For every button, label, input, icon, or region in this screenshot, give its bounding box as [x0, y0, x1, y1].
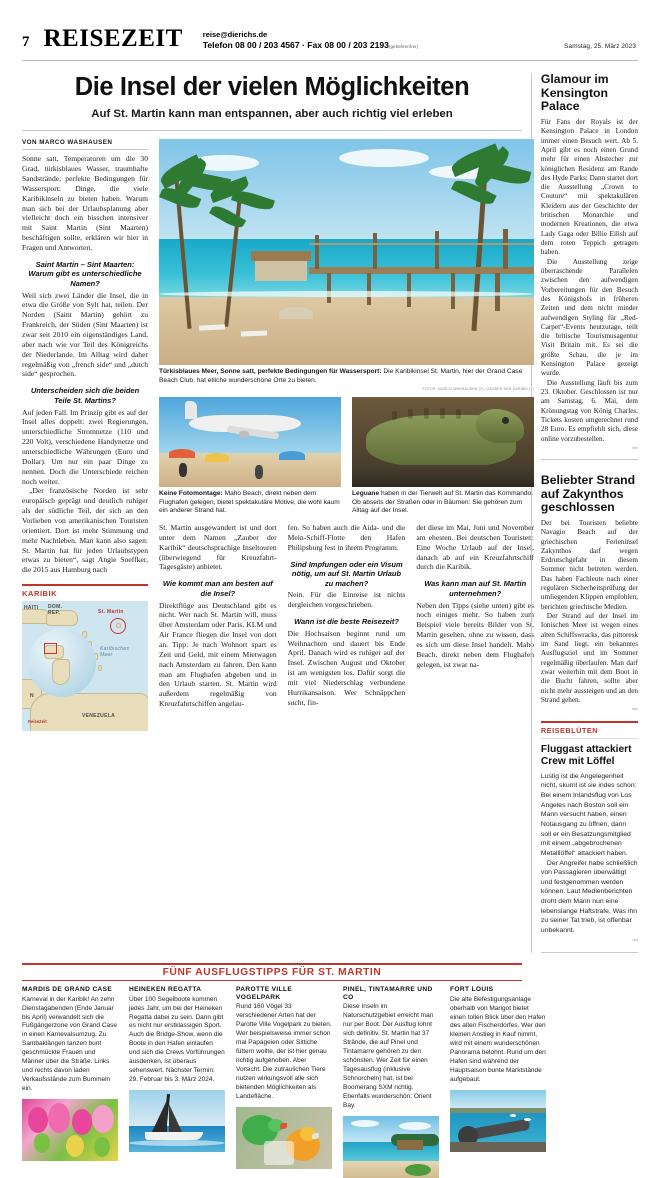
article-row-top: [22, 139, 535, 731]
article-lead-paragraph: Sonne satt, Temperaturen um die 30 Grad, türkisblaues Wasser, traumhafte Sandstrände, perfekte Bedingungen für Wassersport: Dinge, die viele Karibikinseln zu bieten haben. Warum man sich bei der Urlaubsplanung aber vielleicht doch ein bisschen intensiver mit Saint Martin (Sint Maarten) beschäftigen sollte, erklären wir hier in Fragen und Antworten.: [22, 154, 148, 252]
beach-bay-photo: [343, 1116, 439, 1178]
pier-post-2: [367, 273, 371, 305]
excursion-tips-band: [22, 963, 546, 1178]
iguana-spine-scale-5: [456, 409, 461, 419]
article-byline: VON MARCO WASHAUSEN: [22, 139, 148, 150]
rail-story3-paragraph-1: Lustig ist die Angelegenheit nicht, skurril ist sie indes schon: Bei einem Inlandsflug von Los Angeles nach Boston soll ein Mann versucht haben, einen Notausgang zu öffnen, dann soll er ein Besatzungsmitglied mit einem „abgebrochenen Metalllöffel“ attackiert haben.: [540, 772, 637, 857]
fort-far-shore: [450, 1108, 546, 1113]
pier-rail-post-3: [435, 231, 439, 269]
answer-paragraph-1: Weil sich zwei Länder die Insel, die in etwa die Größe von Sylt hat, teilen. Der Norden (Saint Martin) gehört zu Frankreich, der Süden (Sint Maarten) ist zwar seit 2010 ein eigenständiges Land, aber nach wie vor Teil des Königreichs der Niederlande. Im Alltag wird daher regelmäßig von „french side“ und „dutch side“ gesprochen.: [22, 290, 148, 379]
main-photo-caption-lead: Türkisblaues Meer, Sonne satt, perfekte Bedingungen für Wassersport:: [159, 368, 382, 376]
parrots-photo: [236, 1107, 332, 1169]
answer-paragraph-3: Direktflüge aus Deutschland gibt es nicht. Wer nach St. Martin will, muss über Amsterdam oder Paris. KLM und Air France fliegen die Insel von dort an. Tipp: Je nach Wohnort spart es Zeit und Geld, mit einem Mietwagen nach Amsterdam zu fahren. Den kann man am Flughafen abgeben und in den Urlaub starten. St. Martin wird außerdem regelmäßig von Kreuzfahrtschiffen angelau-: [159, 600, 277, 709]
pier-handrail: [309, 243, 534, 245]
iguana-spine-scale-2: [408, 409, 413, 419]
reisebluten-kicker-rule: [541, 721, 638, 723]
tip-card-4: [343, 986, 439, 1178]
page-folio-number: 7: [22, 34, 30, 50]
tip-5-title: FORT LOUIS: [450, 985, 494, 993]
article-row-bottom: [159, 523, 534, 709]
iguana-ground: [352, 465, 534, 487]
iguana-photo-caption-lead: Leguane: [352, 489, 380, 497]
plane-photo-person-2: [255, 465, 263, 479]
iguana-head: [476, 409, 524, 443]
tip-2-title: HEINEKEN REGATTA: [129, 985, 202, 993]
rail-story2-paragraph-1: Der bei Touristen beliebte Navagio Beach auf der griechischen Ferieninsel Zakynthos darf wegen Erdrutschgefahr in diesem Sommer nicht betreten werden. Das haben Fachleute nach einer regulären Sicherheitsprüfung der umliegenden Klippen empfohlen, berichten griechische Medien.: [540, 518, 638, 611]
answer-paragraph-5: Die Hochsaison beginnt rund um Weihnachten und dauert bis Ende April. Danach wird es ruhiger auf der Insel. Zwischen August und Oktober ist am wenigsten los. Dafür sorgt die mit viel Niederschlag verbundene Hurrikansaison. Wer Schnäppchen sucht, fin-: [287, 628, 406, 707]
pier-post-3: [407, 273, 411, 307]
karibik-kicker-label: KARIBIK: [22, 589, 58, 599]
caribbean-locator-map: [22, 601, 148, 731]
pier-rail-post-2: [373, 233, 377, 269]
question-heading-3: Wie kommt man am besten auf die Insel?: [162, 579, 273, 598]
map-label-north-arrow: N: [30, 693, 34, 700]
question-heading-6: Was kann man auf St. Martin unternehmen?: [424, 579, 527, 598]
carnival-costume-1: [34, 1133, 50, 1153]
right-rail: [541, 61, 638, 953]
sailing-illustration: [129, 1090, 225, 1152]
rail-story1-paragraph-1: Für Fans der Royals ist der Kensington Palace in London immer einen Besuch wert. Ab 5. April gibt es noch einen Grund mehr für einen Abstecher zur königlichen Residenz am Rande des Hyde Parks: Dann startet dort die Ausstellung „Crown to Couture“ mit spektakulären Kleidern aus der Geschichte der britischen Monarchie und modernen Kreationen, die etwa Lady Gaga oder Billie Eilish auf dem roten Teppich getragen haben.: [540, 117, 638, 257]
carnival-feather-1: [28, 1107, 48, 1133]
iguana-photo-block: [352, 397, 534, 516]
article-col2-continuation: St. Martin ausgewandert ist und dort unter dem Namen „Zauber der Karibik“ deutschsprachige Inseltouren (überwiegend für Kreuzfahrt-Tagesgäste) anbietet.: [159, 523, 277, 572]
rail-story1-headline: Glamour im Kensington Palace: [540, 72, 609, 114]
plane-photo-caption-lead: Keine Fotomontage:: [159, 489, 223, 497]
bay-beach-hut: [397, 1140, 423, 1150]
bay-illustration: [343, 1116, 439, 1178]
masthead-email[interactable]: reise@dierichs.de: [202, 29, 268, 39]
map-st-martin-marker-ring: [110, 618, 126, 634]
carnival-costume-2: [66, 1135, 84, 1157]
maho-beach-plane-photo: [159, 397, 341, 487]
map-globe-samerica: [52, 659, 70, 685]
rail-story2-credit: tmn: [631, 707, 638, 712]
question-heading-5: Wann ist die beste Reisezeit?: [294, 617, 399, 627]
beach-bar-roof: [251, 251, 311, 261]
photo-stack: [159, 139, 534, 731]
plane-photo-umbrella-3: [279, 451, 305, 460]
tips-grid: [22, 985, 546, 1178]
feeding-cup: [264, 1141, 294, 1165]
plane-scene-illustration: [159, 397, 341, 487]
masthead-phone-note: (gebührenfrei): [388, 43, 419, 49]
masthead-phone-line: [203, 40, 418, 51]
plane-photo-person-1: [179, 463, 187, 477]
map-land-south-america: [30, 693, 148, 731]
article-column-4: [416, 523, 534, 709]
pier-deck: [309, 267, 534, 274]
iguana-eye: [502, 417, 509, 424]
pier-rail-post-4: [503, 229, 508, 269]
sailing-yacht-photo: [129, 1090, 225, 1152]
article-column-2: [159, 523, 277, 709]
headline-rule: [22, 130, 522, 131]
plane-photo-caption: [159, 490, 341, 516]
tip-3-title: PAROTTE VILLE VOGELPARK: [236, 985, 293, 1001]
main-photo-caption: [159, 368, 534, 386]
masthead-phone-text: Telefon 08 00 / 203 4567 · Fax 08 00 / 203 2193: [202, 39, 389, 50]
tip-card-3: [236, 986, 332, 1178]
answer-paragraph-4: Nein. Für die Einreise ist nichts dergleichen vorgeschrieben.: [287, 590, 406, 610]
question-heading-1: Saint Martin – Sint Maarten: Warum gibt es unterschiedliche Namen?: [28, 259, 142, 288]
iguana-spine-scale-3: [424, 408, 429, 419]
rail-story1-credit: tmn: [631, 445, 638, 450]
beach-umbrella-1: [279, 307, 313, 319]
green-parrot-beak: [280, 1123, 287, 1129]
article-column-3: [288, 523, 406, 709]
article-subheadline: Auf St. Martin kann man entspannen, aber auch richtig viel erleben: [91, 107, 453, 120]
plane-photo-caption-text: Maho Beach, direkt neben dem Flughafen gelegen, bietet spektakuläre Motive, die wohl kaum ein anderer Strand hat.: [159, 489, 340, 515]
masthead-title: REISEZEIT: [43, 25, 183, 52]
map-label-haiti: HAITI: [24, 605, 39, 612]
map-globe-detail-box: [44, 643, 57, 654]
iguana-spine-scale-1: [392, 411, 397, 420]
question-heading-4: Sind Impfungen oder ein Visum nötig, um auf St. Martin Urlaub zu machen?: [290, 559, 403, 588]
beach-bar-building: [255, 259, 307, 281]
carnival-feather-2: [48, 1103, 70, 1133]
answer-paragraph-6: Neben den Tipps (siehe unten) gibt es noch einiges mehr. So haben zum Beispiel viele bereits Bilder von St. Martin gesehen, ohne zu wissen, dass es sich um diese Insel handelt. Maho Beach, direkt neben dem Flughafen gelegen, ist zwar na-: [416, 600, 535, 669]
yacht-mainsail: [151, 1100, 167, 1134]
rail-story1-paragraph-3: Die Ausstellung läuft bis zum 23. Oktober. Geschlossen ist nur am Samstag, 6. Mai, dem Krönungstag von König Charles. Tickets kosten umgerechnet rund 28 Euro. Es empfiehlt sich, diese online vorzubestellen.: [540, 378, 638, 443]
answer-paragraph-2b: „Der französische Norden ist sehr europäisch geprägt und deutlich ruhiger als der südliche Teil, der sich an den Vorlieben von amerikanischen Touristen orientiert. Dort ist mehr Stimmung und mehr Nachtleben. Man kann also sagen: St. Martin hat für jeden Urlaubstypen etwas zu bieten“, sagt Angie Soeffker, die 2015 aus Hamburg nach: [22, 486, 148, 575]
pier-post-1: [327, 273, 331, 303]
tip-card-2: [129, 986, 225, 1178]
yacht-hull: [145, 1132, 203, 1140]
tip-3-text: Rund 160 Vögel 33 verschiedener Arten hat der Parotte Ville Vogelpark zu bieten. Wer beispielsweise immer schon mal Papageien oder Sittiche füttern wollte, der ist hier genau richtig aufgehoben. Aber Vorsicht: Die zutraulichen Tiere nutzen wirkungsvoll alle sich bietenden Möglichkeiten als Landefläche.: [236, 1003, 332, 1101]
tip-1-text: Karneval in der Karibik! An zehn Dienstagabenden (Ende Januar bis April) verwandelt sich die Fußgängerzone von Grand Case in einen Karnevalsumzug. Zu Sambaklängen tanzen bunt geschmückte Frauen und Männer über die Straße. Links und rechts davon laden Verkaufsstände zum Bummeln ein.: [22, 995, 118, 1093]
rail-story2-paragraph-2: Der Strand auf der Insel im Ionischen Meer ist wegen eines alten Schiffswracks, das pittoresk im Sand liegt, ein bekanntes Ausflugsziel und im Sommer regelmäßig überlaufen. Man darf zwar weiterhin mit dem Boot in die Bucht fahren, sollte aber nicht mehr aussteigen und an den Strand gehen.: [540, 612, 638, 704]
article-col4-continuation: det diese im Mai, Juni und November am ehesten. Bei deutschen Touristen: Eine Woche Urlaub auf der Insel, danach ab auf ein Kreuzfahrtschiff durch die Karibik.: [416, 523, 535, 572]
plane-photo-umbrella-1: [169, 449, 195, 458]
tip-1-title: MARDIS DE GRAND CASE: [22, 985, 113, 993]
main-photo-credit: FOTOS: MARCO WASHAUSEN (7) / ZAUBER DER KARIBIK (1): [422, 386, 534, 391]
rail-story3-paragraph-2: Der Angreifer habe schließlich von Passagieren überwältigt und festgenommen werden können. Laut Medienberichten droht dem Mann nun eine lebenslange Haftstrafe. Was ihn zu seiner Tat trieb, ist offenbar unbekannt.: [540, 859, 638, 935]
iguana-photo-caption-text: haben in der Tierwelt auf St. Martin das Kommando. Ob abseits der Straßen oder in Bäumen: Sie gehören zum Alltag auf der Insel.: [352, 489, 534, 515]
rail-story1-paragraph-2: Die Ausstellung zeige überraschende Parallelen zwischen den aufwendigen Vorbereitungen für den Besuch des Königshofs in früheren Zeiten und dem nicht minder aufwendigen Styling für „Red-Carpet“-Events heutzutage, teilt die britische Tourismusagentur Visit Britain mit. Es sei die größte Schau, die je im Kensington Palace gezeigt wurde.: [540, 257, 638, 378]
carnival-dancers-photo: [22, 1099, 118, 1161]
masthead-contact-block: [203, 30, 418, 53]
article-column-1: [22, 139, 148, 731]
tips-band-rule-bottom: [22, 980, 522, 981]
plane-photo-block: [159, 397, 341, 516]
pier-rail-post-1: [315, 235, 319, 269]
iguana-scene-illustration: [352, 397, 534, 487]
rail-bottom-rule: [541, 952, 638, 953]
fort-cannon-harbour-photo: [450, 1090, 546, 1152]
iguana-photo: [352, 397, 534, 487]
carnival-illustration: [22, 1099, 118, 1161]
iguana-photo-caption: [352, 490, 534, 516]
fort-wall: [450, 1142, 546, 1152]
airplane-engine: [239, 431, 249, 438]
tip-card-1: [22, 986, 118, 1178]
page-body: [0, 61, 660, 953]
masthead: [0, 0, 660, 53]
article-headline: Die Insel der vielen Möglichkeiten: [74, 73, 470, 101]
map-logo-reisezeit: ReiseZeit: [28, 719, 47, 725]
tip-2-text: Über 100 Segelboote kommen jedes Jahr, um bei der Heineken Regatta dabei zu sein. Dann gibt es nicht nur erstklassigen Sport. Auch die Bridge-Show, wenn die Boote in den Hafen einlaufen und sich die Crews Vorführungen ausdenken, ist überaus sehenswert. Nächster Termin: 29. Februar bis 3. März 2024.: [129, 995, 225, 1084]
tips-band-title: FÜNF AUSFLUGSTIPPS FÜR ST. MARTIN: [162, 966, 382, 978]
reisebluten-kicker-underline: [541, 738, 638, 739]
rail-separator-1: [541, 459, 638, 460]
tip-card-5: [450, 986, 546, 1178]
carnival-feather-4: [92, 1105, 114, 1133]
fort-illustration: [450, 1090, 546, 1152]
map-land-antilles-4: [98, 665, 102, 671]
map-label-st-martin: St. Martin: [98, 609, 124, 616]
rail-story2-headline: Beliebter Strand auf Zakynthos geschlossen: [540, 472, 636, 515]
yacht-jib: [169, 1104, 183, 1134]
question-heading-2: Unterscheiden sich die beiden Teile St. Martins?: [30, 386, 140, 405]
iguana-spine-scale-4: [440, 408, 445, 419]
article-col3-continuation: fen. So haben auch die Aida- und die Mein-Schiff-Flotte den Hafen Philipsburg fest in ihrem Programm.: [287, 523, 406, 552]
carnival-costume-3: [94, 1137, 110, 1157]
tip-4-text: Diese Inseln im Naturschutzgebiet erreicht man nur per Boot. Der Ausflug lohnt sich definitiv. St. Martin hat 37 Strände, die auf Pinel und Tintamarre gehören zu den schönsten. Wer Zeit für einen Tagesausflug (inklusive Schnorcheln) hat, ist bei Boomerang SXM richtig. Ebenfalls wunderschön: Orient Bay.: [343, 1003, 434, 1110]
tip-5-text: Die alte Befestigungsanlage oberhalb von Marigot bietet einen tollen Blick über den Hafen des alten Fischerdorfes. Wer den kleinen Anstieg in Kauf nimmt, wird mit einem wunderschönen Panorama belohnt. Rund um den Hafen sind während der Hauptsaison bunte Marktstände aufgebaut.: [450, 995, 546, 1084]
carnival-feather-3: [72, 1109, 92, 1135]
map-label-domrep: DOM. REP.: [48, 604, 63, 616]
answer-paragraph-2: Auf jeden Fall. Im Prinzip gibt es auf der Insel alles doppelt: zwei Regierungen, unterschiedliche Stromnetze (110 und 220 Volt), verschiedene Handynetze und unterschiedliche Währungen (Euro und Dollar). Um nur ein paar Dinge zu nennen. Doch die Unterschiede reichen noch weiter.: [22, 407, 148, 486]
main-photo-caption-text: Die Karibikinsel St. Martin, hier der Grand Case Beach Club, hat etliche wunderschöne Orte zu bieten.: [159, 368, 523, 384]
secondary-photo-row: [159, 397, 534, 516]
map-label-caribbean-sea: Karibisches Meer: [100, 646, 130, 658]
plane-photo-umbrella-2: [205, 453, 229, 462]
reisebluten-kicker-label: REISEBLÜTEN: [540, 726, 599, 736]
parrots-illustration: [236, 1107, 332, 1169]
map-label-venezuela: VENEZUELA: [82, 713, 115, 720]
main-beach-photo: [159, 139, 534, 365]
airplane-tail: [185, 401, 197, 419]
rail-story3-headline: Fluggast attackiert Crew mit Löffel: [540, 744, 632, 767]
karibik-kicker-rule: [22, 584, 148, 586]
rail-story3-credit: red: [632, 937, 638, 942]
fort-photo-sky: [450, 1090, 546, 1109]
main-article-area: [22, 61, 535, 953]
masthead-date: Samstag, 25. März 2023: [564, 43, 636, 50]
tip-4-title: PINEL, TINTAMARRE UND CO: [343, 985, 433, 1001]
beach-scene-illustration: [159, 139, 534, 365]
